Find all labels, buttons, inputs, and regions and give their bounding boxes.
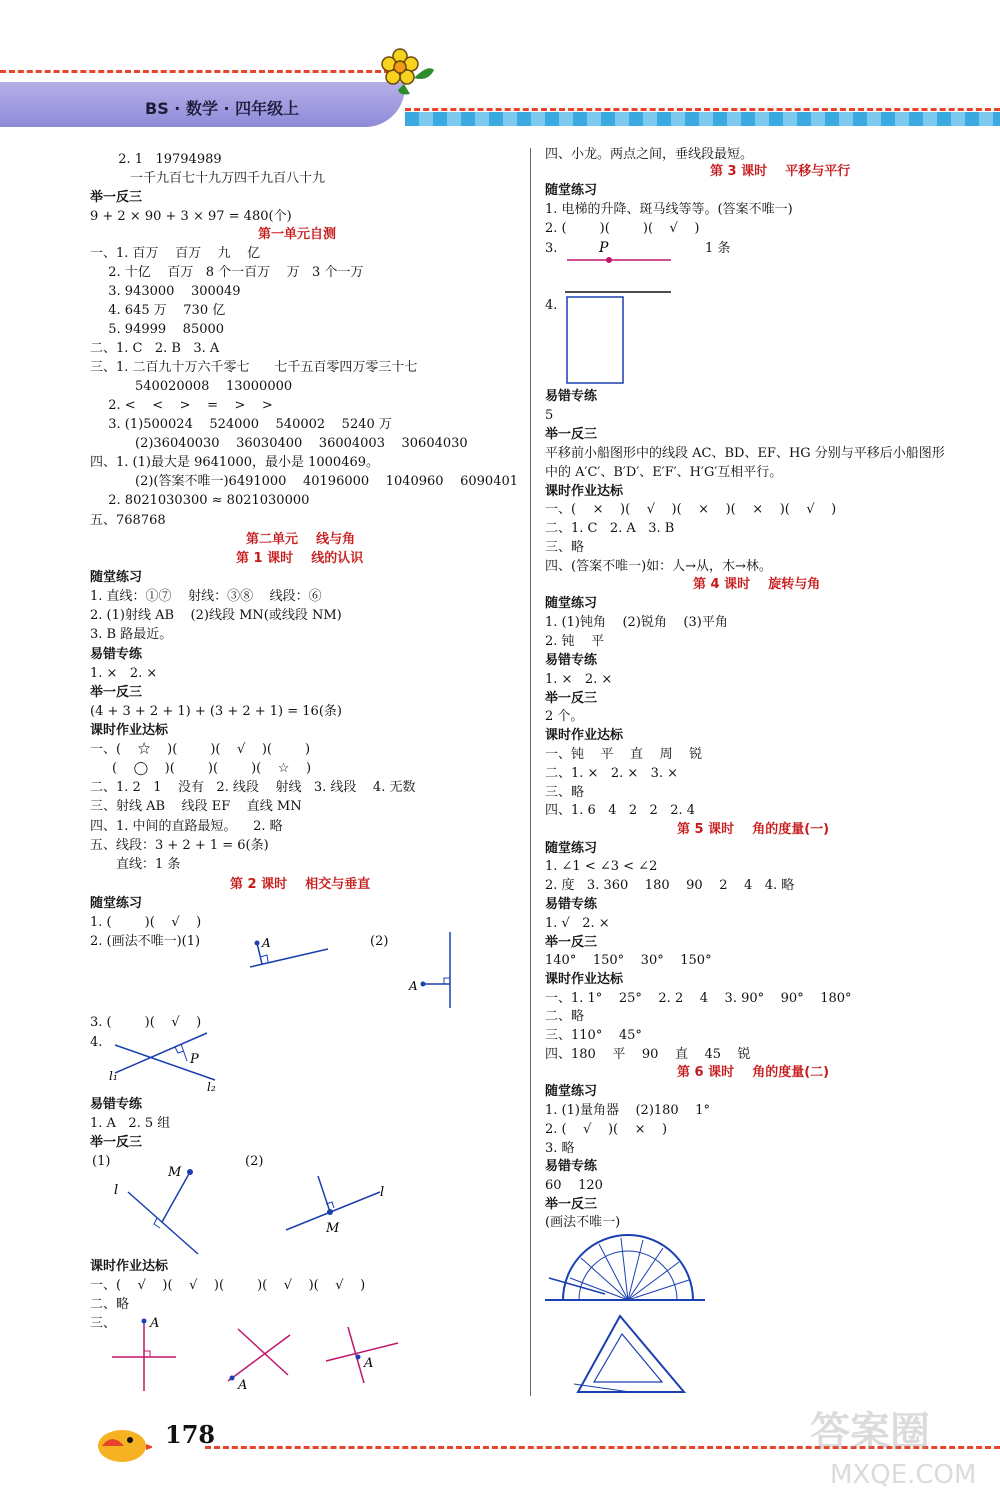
column-divider [530,148,531,1396]
answer-line: 1. √ 2. × [545,916,610,931]
page-number: 178 [165,1420,216,1449]
answer-line: 直线：1 条 [116,857,181,872]
subsection-heading: 课时作业达标 [545,728,624,743]
answer-line: 2. 8021030300 ≈ 8021030000 [100,493,310,508]
answer-line: 2. (画法不唯一)(1) [90,934,201,949]
label-a: A [150,1316,160,1331]
label-p: P [599,240,609,256]
label-l1: l₁ [109,1069,118,1083]
label-l: l [114,1183,119,1198]
answer-line: 3. (1)500024 524000 540002 5240 万 [100,417,392,432]
answer-line: 1. ( )( √ ) [90,915,202,930]
figure-perpendicular-m2 [280,1170,390,1240]
subsection-heading: 举一反三 [90,685,143,700]
subsection-heading: 易错专练 [90,647,143,662]
answer-line: 1 条 [705,241,731,256]
answer-line: 4. 645 万 730 亿 [100,303,226,318]
answer-line: 5 [545,408,554,423]
answer-line: 二、略 [90,1297,130,1312]
answer-line: 一、( ☆ )( )( √ )( ) [90,742,311,757]
answer-line: 3. 943000 300049 [100,284,241,299]
label-a: A [364,1356,374,1371]
answer-line: 1. 直线：①⑦ 射线：③⑧ 线段：⑥ [90,589,322,604]
answer-line: 一、( √ )( √ )( )( √ )( √ ) [90,1278,366,1293]
answer-line: 1. 电梯的升降、斑马线等等。(答案不唯一) [545,202,793,217]
bird-icon [92,1420,152,1465]
section-heading: 第 4 课时 旋转与角 [693,577,821,592]
answer-line: 2. ( )( )( √ ) [545,221,700,236]
answer-line: 二、略 [545,1009,585,1024]
section-heading: 第一单元自测 [258,227,337,242]
header-dashed-line [0,70,390,73]
answer-line: 五、768768 [90,513,166,528]
subsection-heading: 随堂练习 [90,570,143,585]
header-dashed-line-right [405,108,1000,111]
answer-line: 二、1. C 2. A 3. B [545,521,675,536]
watermark-url: MXQE.COM [830,1460,977,1490]
figure-perpendicular-2 [405,930,465,1010]
answer-line: 一、钝 平 直 周 锐 [545,747,703,762]
answer-line: 540020008 13000000 [135,379,293,394]
label-m: M [168,1165,182,1180]
answer-line: 9 + 2 × 90 + 3 × 97 = 480(个) [90,209,292,224]
answer-line: 四、180 平 90 直 45 锐 [545,1047,751,1062]
answer-line: 3. [545,241,558,256]
answer-line: (4 + 3 + 2 + 1) + (3 + 2 + 1) = 16(条) [90,704,342,719]
header-title: BS · 数学 · 四年级上 [145,99,300,118]
subsection-heading: 举一反三 [90,190,143,205]
section-heading: 第 1 课时 线的认识 [236,551,364,566]
subsection-heading: 易错专练 [545,897,598,912]
subsection-heading: 课时作业达标 [90,723,169,738]
header-blue-band [405,112,1000,126]
answer-line: 一、( × )( √ )( × )( × )( √ ) [545,502,837,517]
section-heading: 第二单元 线与角 [246,532,356,547]
answer-line: 三、略 [545,540,585,555]
answer-line: 四、1. 中间的直路最短。 2. 略 [90,819,283,834]
answer-line: 1. A 2. 5 组 [90,1116,171,1131]
answer-line: 3. B 路最近。 [90,627,173,642]
watermark: 答案圈 [810,1408,930,1455]
section-heading: 第 5 课时 角的度量(一) [677,822,830,837]
answer-line: 2. < < > = > > [100,398,273,413]
figure-rectangle [565,288,675,388]
answer-line: 三、110° 45° [545,1028,642,1043]
subsection-heading: 随堂练习 [90,896,143,911]
subsection-heading: 举一反三 [545,427,598,442]
subsection-heading: 举一反三 [90,1135,143,1150]
answer-line: 四、1. 6 4 2 2 2. 4 [545,803,696,818]
subsection-heading: 随堂练习 [545,1084,598,1099]
answer-line: 1. (1)钝角 (2)锐角 (3)平角 [545,615,728,630]
answer-line: 2. 1 19794989 [110,152,222,167]
answer-line: (画法不唯一) [545,1215,621,1230]
subsection-heading: 举一反三 [545,1197,598,1212]
figure-perpendicular-1 [240,935,340,975]
answer-line: 三、1. 二百九十万六千零七 七千五百零四万零三十七 [90,360,418,375]
figure-parallel-p [565,236,675,266]
answer-line: (2)36040030 36030400 36004003 30604030 [135,436,468,451]
figure-perpendicular-drawings [110,1315,410,1395]
subsection-heading: 易错专练 [545,653,598,668]
figure-intersecting-lines [105,1025,230,1095]
answer-line: 1. (1)量角器 (2)180 1° [545,1103,711,1118]
label-m: M [326,1221,340,1236]
answer-line: (2)(答案不唯一)6491000 40196000 1040960 6090401 [135,474,519,489]
subsection-heading: 举一反三 [545,935,598,950]
label-l2: l₂ [207,1080,216,1094]
answer-line: 5. 94999 85000 [100,322,225,337]
subsection-heading: 举一反三 [545,691,598,706]
label-p: P [190,1052,199,1067]
answer-line: 1. × 2. × [545,672,613,687]
answer-line: (2) [245,1154,264,1169]
answer-line: 四、1. (1)最大是 9641000，最小是 1000469。 [90,455,380,470]
subsection-heading: 随堂练习 [545,183,598,198]
label-a: A [409,979,418,993]
answer-line: 2 个。 [545,709,584,724]
subsection-heading: 随堂练习 [545,841,598,856]
answer-line: ( ◯ )( )( )( ☆ ) [112,761,312,776]
answer-line: 2. (1)射线 AB (2)线段 MN(或线段 NM) [90,608,342,623]
answer-line: 4. [545,298,558,313]
answer-line: 一、1. 1° 25° 2. 2 4 3. 90° 90° 180° [545,991,852,1006]
subsection-heading: 易错专练 [545,389,598,404]
answer-line: 2. ( √ )( × ) [545,1122,668,1137]
answer-line: 四、(答案不唯一)如：人→从，木→林。 [545,559,772,574]
subsection-heading: 易错专练 [90,1097,143,1112]
answer-line: 平移前小船图形中的线段 AC、BD、EF、HG 分别与平移后小船图形 [545,446,945,461]
answer-line: 三、 [90,1316,117,1331]
subsection-heading: 易错专练 [545,1159,598,1174]
label-l: l [380,1185,385,1200]
answer-line: 三、射线 AB 线段 EF 直线 MN [90,799,302,814]
answer-line: 2. 十亿 百万 8 个一百万 万 3 个一万 [100,265,364,280]
figure-protractor [545,1228,705,1308]
figure-set-square [570,1312,690,1397]
answer-line: 二、1. 2 1 没有 2. 线段 射线 3. 线段 4. 无数 [90,780,416,795]
subsection-heading: 课时作业达标 [545,484,624,499]
answer-line: 二、1. C 2. B 3. A [90,341,220,356]
section-heading: 第 2 课时 相交与垂直 [230,877,371,892]
answer-line: 60 120 [545,1178,603,1193]
answer-line: 五、线段：3 + 2 + 1 = 6(条) [90,838,269,853]
answer-line: 1. ∠1 < ∠3 < ∠2 [545,859,658,874]
answer-line: 3. ( )( √ ) [90,1015,202,1030]
label-a: A [262,936,271,950]
answer-line: 二、1. × 2. × 3. × [545,766,679,781]
answer-line: 4. [90,1035,103,1050]
flower-icon [380,48,440,108]
answer-line: 140° 150° 30° 150° [545,953,712,968]
subsection-heading: 随堂练习 [545,596,598,611]
figure-perpendicular-m1 [110,1160,210,1260]
answer-line: (1) [92,1154,111,1169]
answer-line: 1. × 2. × [90,666,158,681]
answer-line: 中的 A′C′、B′D′、E′F′、H′G′互相平行。 [545,465,783,480]
answer-line: 一千九百七十九万四千九百八十九 [130,171,326,186]
section-heading: 第 6 课时 角的度量(二) [677,1065,830,1080]
answer-line: (2) [370,934,389,949]
answer-line: 三、略 [545,785,585,800]
answer-line: 2. 钝 平 [545,634,605,649]
subsection-heading: 课时作业达标 [545,972,624,987]
section-heading: 第 3 课时 平移与平行 [710,164,851,179]
label-a: A [238,1378,248,1393]
answer-line: 3. 略 [545,1141,575,1156]
answer-line: 一、1. 百万 百万 九 亿 [90,246,261,261]
answer-line: 2. 度 3. 360 180 90 2 4 4. 略 [545,878,795,893]
subsection-heading: 课时作业达标 [90,1259,169,1274]
answer-line: 四、小龙。两点之间，垂线段最短。 [545,147,754,162]
